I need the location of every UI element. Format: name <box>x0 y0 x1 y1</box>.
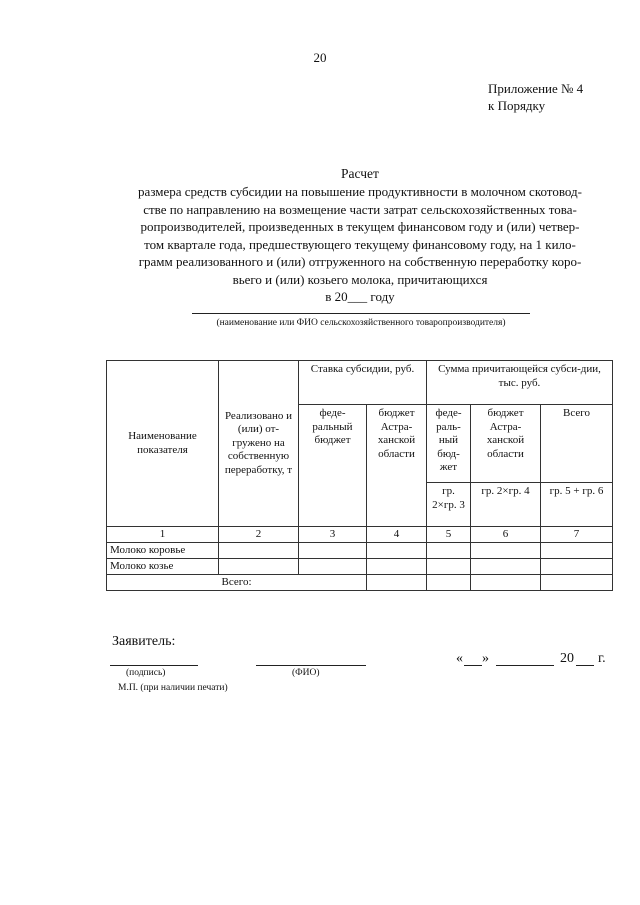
table-cell[interactable] <box>367 559 427 575</box>
table-cell[interactable] <box>471 543 541 559</box>
header-amount-total: Всего <box>541 405 613 483</box>
table-row <box>107 559 613 575</box>
org-name-caption: (наименование или ФИО сельскохозяйственного товаропроизводителя) <box>216 318 506 328</box>
name-caption: (ФИО) <box>292 668 320 678</box>
column-number: 2 <box>219 527 299 543</box>
table-row <box>107 543 613 559</box>
table-cell[interactable] <box>471 575 541 591</box>
header-amount-regional: бюджет Астра-ханской области <box>471 405 541 483</box>
header-rate-federal: феде-ральный бюджет <box>299 405 367 527</box>
table-cell[interactable] <box>427 543 471 559</box>
table-cell[interactable] <box>541 575 613 591</box>
appendix-header <box>488 80 583 114</box>
year-line: в 20___ году <box>325 289 395 304</box>
table-cell[interactable] <box>541 543 613 559</box>
appendix-line-2: к Порядку <box>488 98 546 113</box>
row-label-total: Всего: <box>107 575 367 591</box>
table-cell[interactable] <box>219 543 299 559</box>
column-number: 3 <box>299 527 367 543</box>
table-cell[interactable] <box>541 559 613 575</box>
header-sold: Реализовано и (или) от-гружено на собственную переработку, т <box>219 361 299 527</box>
date-year-line[interactable] <box>576 665 594 666</box>
signature-line[interactable] <box>110 665 198 666</box>
stamp-caption: М.П. (при наличии печати) <box>118 683 228 693</box>
column-number: 1 <box>107 527 219 543</box>
table-cell[interactable] <box>367 543 427 559</box>
column-number: 7 <box>541 527 613 543</box>
subtitle-line: грамм реализованного и (или) отгруженного на собственную переработку коро- <box>138 254 582 269</box>
header-indicator: Наименование показателя <box>107 361 219 527</box>
header-rate-regional: бюджет Астра-ханской области <box>367 405 427 527</box>
row-label-cow-milk: Молоко коровье <box>107 543 219 559</box>
date-year-suffix: г. <box>598 651 606 666</box>
table-cell[interactable] <box>427 575 471 591</box>
header-amount: Сумма причитающейся субси-дии, тыс. руб. <box>427 361 613 405</box>
formula-col-5: гр. 2×гр. 3 <box>427 483 471 527</box>
appendix-line-1: Приложение № 4 <box>488 81 584 96</box>
date-close-quote: » <box>482 651 489 666</box>
date-month-line[interactable] <box>496 665 554 666</box>
subtitle-line: размера средств субсидии на повышение продуктивности в молочном скотовод- <box>138 184 582 199</box>
org-name-field-line <box>192 313 530 314</box>
table-cell[interactable] <box>367 575 427 591</box>
page-number: 20 <box>313 50 327 65</box>
signature-caption: (подпись) <box>126 668 166 678</box>
document-title: Расчет <box>341 166 379 181</box>
column-number: 5 <box>427 527 471 543</box>
date-open-quote: « <box>456 651 463 666</box>
subtitle-line: ропроизводителей, произведенных в текущем финансовом году и (или) четвер- <box>140 219 580 234</box>
column-number: 4 <box>367 527 427 543</box>
subtitle-line: том квартале года, предшествующего текущему финансовому году, на 1 кило- <box>144 236 576 252</box>
applicant-label: Заявитель: <box>112 634 176 649</box>
subtitle-line: стве по направлению на возмещение части затрат сельскохозяйственных това- <box>143 201 577 217</box>
document-subtitle <box>112 183 608 288</box>
date-year-prefix: 20 <box>560 651 574 666</box>
header-rate: Ставка субсидии, руб. <box>299 361 427 405</box>
table-cell[interactable] <box>299 543 367 559</box>
subtitle-line: вьего и (или) козьего молока, причитающихся <box>232 271 488 287</box>
table-cell[interactable] <box>471 559 541 575</box>
formula-col-6: гр. 2×гр. 4 <box>471 483 541 527</box>
subsidy-table <box>106 360 613 591</box>
row-label-goat-milk: Молоко козье <box>107 559 219 575</box>
table-cell[interactable] <box>427 559 471 575</box>
header-amount-federal: феде-раль-ный бюд-жет <box>427 405 471 483</box>
table-cell[interactable] <box>219 559 299 575</box>
table-row-total <box>107 575 613 591</box>
date-day-line[interactable] <box>464 665 482 666</box>
column-number: 6 <box>471 527 541 543</box>
formula-col-7: гр. 5 + гр. 6 <box>541 483 613 527</box>
name-line[interactable] <box>256 665 366 666</box>
table-cell[interactable] <box>299 559 367 575</box>
